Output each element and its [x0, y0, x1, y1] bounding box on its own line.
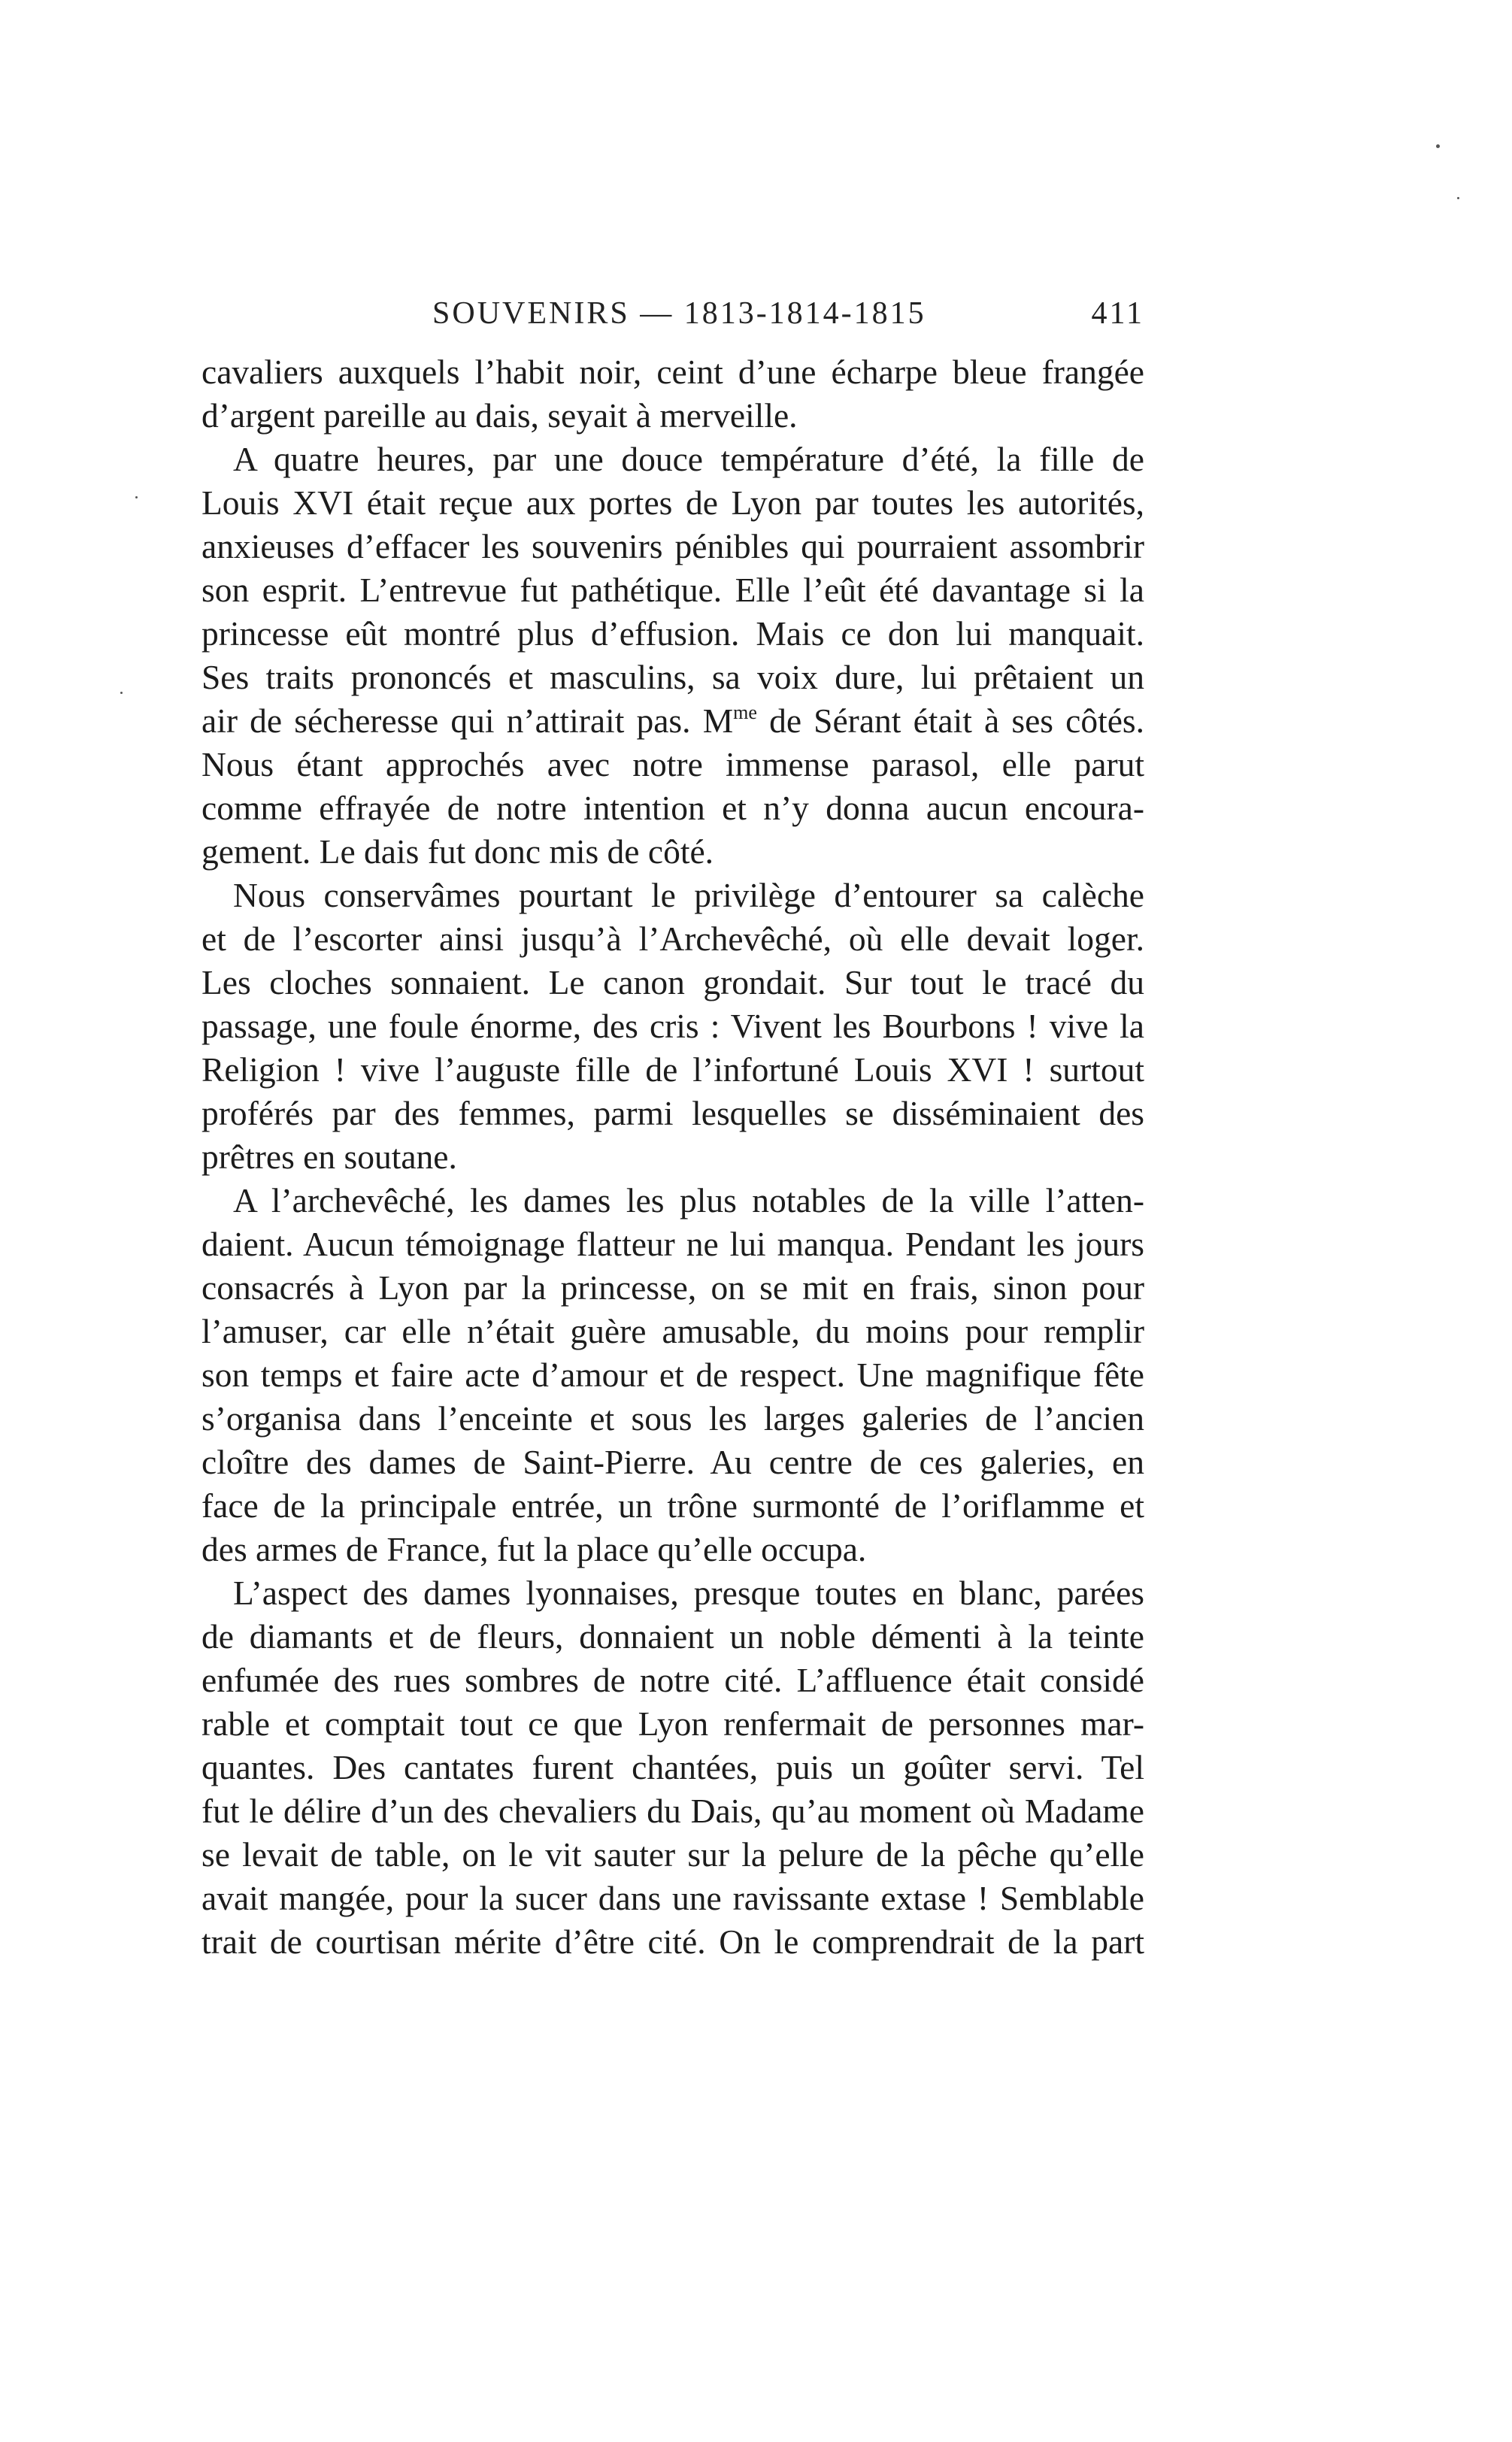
text-line: Ses traits prononcés et masculins, sa voix dure, lui prêtaient un [201, 658, 1144, 696]
text-line: prêtres en soutane. [201, 1138, 457, 1176]
text-line: comme effrayée de notre intention et n’y donna aucun encoura- [201, 789, 1144, 827]
abbrev-sup: me [733, 701, 757, 723]
paper-speck [120, 692, 123, 694]
text-line: s’organisa dans l’enceinte et sous les larges galeries de l’ancien [201, 1399, 1144, 1438]
text-line: passage, une foule énorme, des cris : Vivent les Bourbons ! vive la [201, 1007, 1144, 1045]
text-line: Religion ! vive l’auguste fille de l’infortuné Louis XVI ! surtout [201, 1050, 1144, 1089]
text-line: fut le délire d’un des chevaliers du Dais, qu’au moment où Madame [201, 1792, 1144, 1830]
text-line: se levait de table, on le vit sauter sur la pelure de la pêche qu’elle [201, 1835, 1144, 1874]
text-line: des armes de France, fut la place qu’elle occupa. [201, 1530, 867, 1568]
text-line-with-abbrev [201, 699, 1144, 743]
text-line: d’argent pareille au dais, seyait à merveille. [201, 396, 798, 435]
text-line: princesse eût montré plus d’effusion. Mais ce don lui manquait. [201, 614, 1144, 653]
text-line: face de la principale entrée, un trône surmonté de l’oriflamme et [201, 1486, 1144, 1525]
text-line: et de l’escorter ainsi jusqu’à l’Archevêché, où elle devait loger. [201, 920, 1144, 958]
abbrev: M [702, 701, 734, 740]
text-line: de diamants et de fleurs, donnaient un noble démenti à la teinte [201, 1617, 1144, 1656]
text-line: consacrés à Lyon par la princesse, on se mit en frais, sinon pour [201, 1268, 1144, 1307]
text-line: avait mangée, pour la sucer dans une ravissante extase ! Semblable [201, 1879, 1144, 1917]
text-line: cavaliers auxquels l’habit noir, ceint d’une écharpe bleue frangée [201, 353, 1144, 391]
paper-speck [1436, 144, 1440, 148]
text-line: Louis XVI était reçue aux portes de Lyon par toutes les autorités, [201, 483, 1144, 522]
text-line: trait de courtisan mérite d’être cité. On le comprendrait de la part [201, 1922, 1144, 1961]
text-line: cloître des dames de Saint-Pierre. Au centre de ces galeries, en [201, 1443, 1144, 1481]
text-line: son temps et faire acte d’amour et de respect. Une magnifique fête [201, 1356, 1144, 1394]
text-line: gement. Le dais fut donc mis de côté. [201, 832, 714, 871]
paper-speck [1457, 197, 1459, 199]
text-line: A quatre heures, par une douce température d’été, la fille de [233, 440, 1144, 478]
running-title: SOUVENIRS — 1813-1814-1815 [432, 296, 926, 331]
text-line: daient. Aucun témoignage flatteur ne lui manqua. Pendant les jours [201, 1225, 1144, 1263]
text-line: rable et comptait tout ce que Lyon renfermait de personnes mar- [201, 1704, 1144, 1743]
text-line: son esprit. L’entrevue fut pathétique. Elle l’eût été davantage si la [201, 571, 1144, 609]
text-line: proférés par des femmes, parmi lesquelles se disséminaient des [201, 1094, 1144, 1132]
text-line: Les cloches sonnaient. Le canon grondait. Sur tout le tracé du [201, 963, 1144, 1001]
text-line: quantes. Des cantates furent chantées, puis un goûter servi. Tel [201, 1748, 1144, 1786]
text-line: L’aspect des dames lyonnaises, presque toutes en blanc, parées [233, 1574, 1144, 1612]
text-line: Nous conservâmes pourtant le privilège d’entourer sa calèche [233, 876, 1144, 914]
running-head [203, 295, 1144, 341]
text-fragment: air de sécheresse qui n’attirait pas. [201, 701, 691, 740]
text-line: A l’archevêché, les dames les plus notables de la ville l’atten- [233, 1181, 1144, 1219]
text-line: enfumée des rues sombres de notre cité. L’affluence était considé [201, 1661, 1144, 1699]
text-fragment: de Sérant était à ses côtés. [756, 701, 1145, 740]
text-line: Nous étant approchés avec notre immense parasol, elle parut [201, 745, 1144, 783]
page-number: 411 [1091, 296, 1144, 331]
paper-speck [135, 496, 138, 498]
text-line: l’amuser, car elle n’était guère amusable, du moins pour remplir [201, 1312, 1144, 1350]
body-text [201, 350, 1144, 1964]
text-line: anxieuses d’effacer les souvenirs pénibles qui pourraient assombrir [201, 527, 1144, 565]
